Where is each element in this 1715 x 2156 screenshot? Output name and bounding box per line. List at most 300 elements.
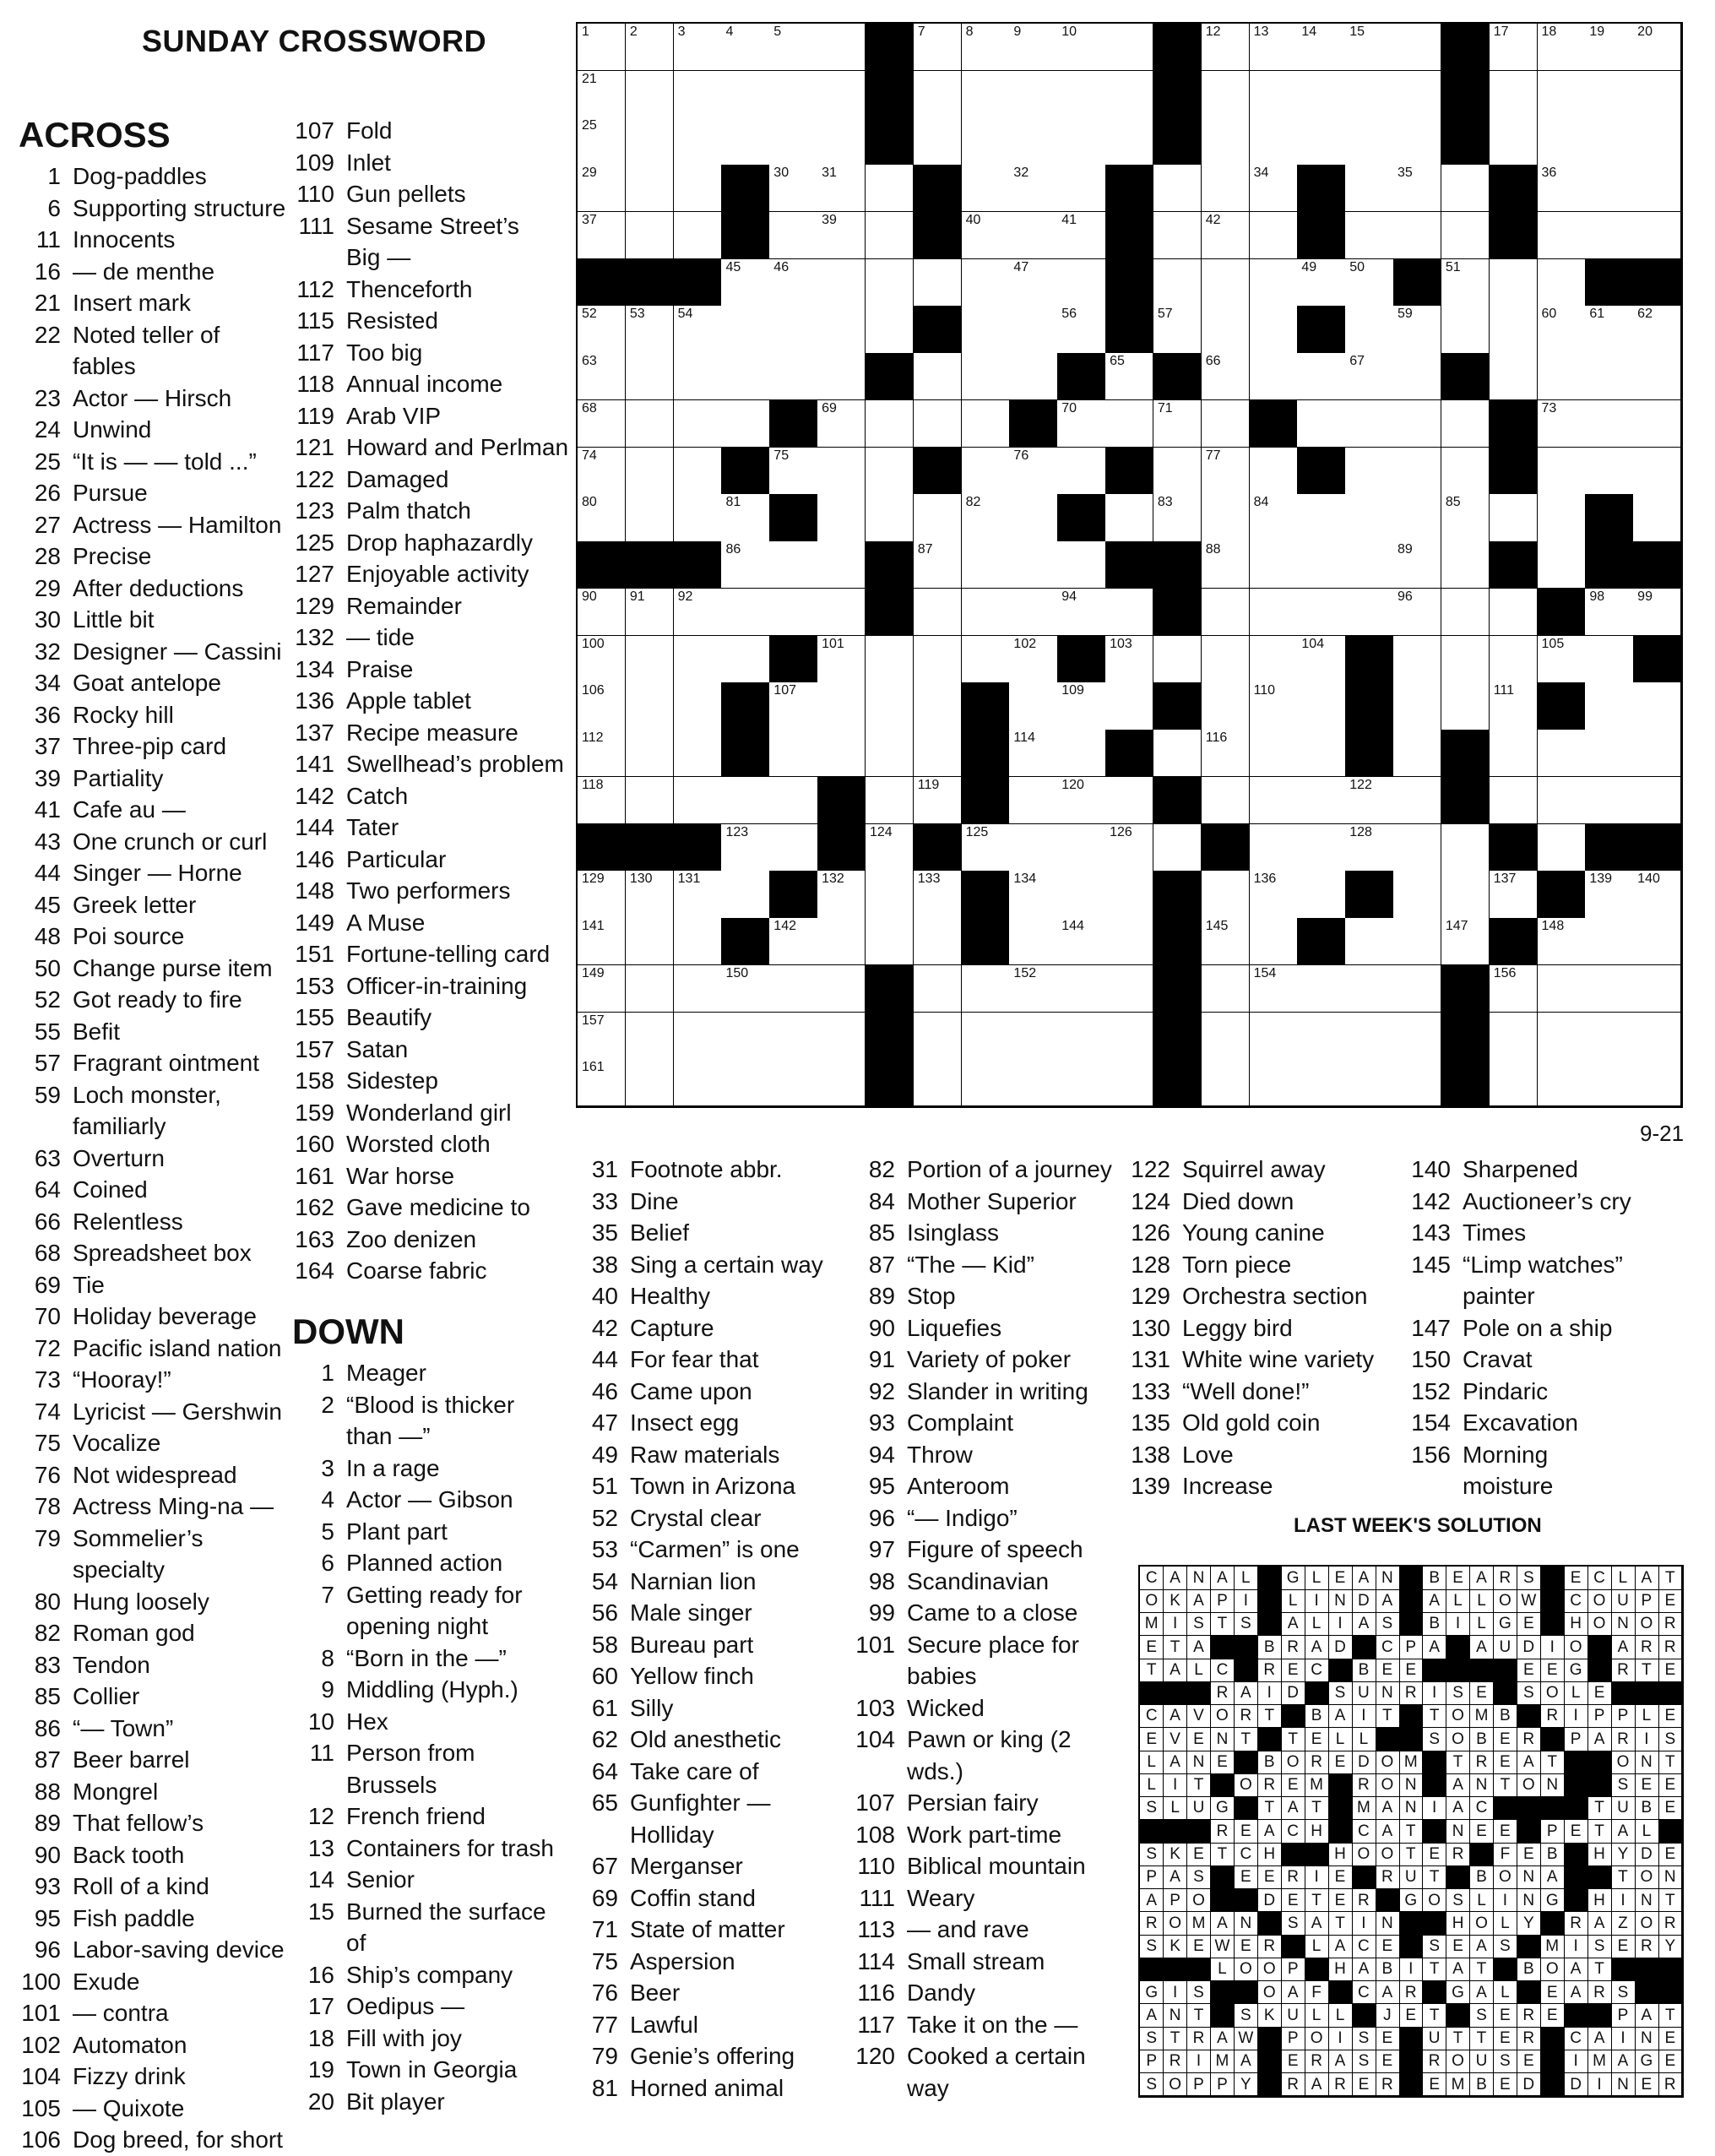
grid-cell[interactable] [1345, 1013, 1393, 1060]
grid-cell[interactable] [1202, 71, 1250, 118]
grid-cell[interactable] [1250, 777, 1298, 824]
grid-cell[interactable] [578, 730, 626, 777]
grid-cell[interactable] [1538, 400, 1586, 448]
grid-cell[interactable] [817, 541, 866, 589]
grid-cell[interactable] [1393, 777, 1441, 824]
grid-cell[interactable] [1250, 165, 1298, 212]
grid-cell[interactable] [1585, 730, 1633, 777]
grid-cell[interactable] [1538, 541, 1586, 589]
grid-cell[interactable] [1633, 1013, 1681, 1060]
grid-cell[interactable] [1057, 117, 1105, 165]
grid-cell[interactable] [626, 1013, 674, 1060]
grid-cell[interactable] [1057, 965, 1105, 1013]
grid-cell[interactable] [1345, 589, 1393, 636]
grid-cell[interactable] [1057, 871, 1105, 918]
grid-cell[interactable] [1393, 448, 1441, 495]
grid-cell[interactable] [1105, 1059, 1153, 1106]
grid-cell[interactable] [1490, 71, 1538, 118]
grid-cell[interactable] [817, 165, 866, 212]
grid-cell[interactable] [1202, 636, 1250, 683]
grid-cell[interactable] [1585, 117, 1633, 165]
grid-cell[interactable] [1393, 400, 1441, 448]
grid-cell[interactable] [817, 259, 866, 307]
grid-cell[interactable] [1202, 212, 1250, 259]
grid-cell[interactable] [866, 682, 914, 730]
grid-cell[interactable] [1585, 165, 1633, 212]
grid-cell[interactable] [1441, 165, 1490, 212]
grid-cell[interactable] [1057, 400, 1105, 448]
grid-cell[interactable] [769, 117, 817, 165]
grid-cell[interactable] [1490, 777, 1538, 824]
grid-cell[interactable] [817, 871, 866, 918]
grid-cell[interactable] [914, 541, 962, 589]
grid-cell[interactable] [1105, 1013, 1153, 1060]
grid-cell[interactable] [962, 1059, 1010, 1106]
grid-cell[interactable] [1009, 165, 1057, 212]
grid-cell[interactable] [674, 165, 722, 212]
grid-cell[interactable] [1202, 541, 1250, 589]
grid-cell[interactable] [1633, 165, 1681, 212]
grid-cell[interactable] [1297, 777, 1345, 824]
grid-cell[interactable] [578, 24, 626, 71]
grid-cell[interactable] [817, 589, 866, 636]
grid-cell[interactable] [1393, 730, 1441, 777]
grid-cell[interactable] [1585, 918, 1633, 965]
grid-cell[interactable] [721, 871, 769, 918]
grid-cell[interactable] [1585, 1013, 1633, 1060]
grid-cell[interactable] [578, 494, 626, 541]
grid-cell[interactable] [1250, 1059, 1298, 1106]
grid-cell[interactable] [721, 1059, 769, 1106]
grid-cell[interactable] [817, 448, 866, 495]
grid-cell[interactable] [769, 306, 817, 353]
grid-cell[interactable] [1202, 1013, 1250, 1060]
grid-cell[interactable] [1585, 400, 1633, 448]
grid-cell[interactable] [1202, 400, 1250, 448]
grid-cell[interactable] [817, 965, 866, 1013]
grid-cell[interactable] [962, 589, 1010, 636]
grid-cell[interactable] [914, 400, 962, 448]
grid-cell[interactable] [626, 965, 674, 1013]
grid-cell[interactable] [1393, 682, 1441, 730]
grid-cell[interactable] [769, 165, 817, 212]
grid-cell[interactable] [1633, 212, 1681, 259]
grid-cell[interactable] [817, 212, 866, 259]
grid-cell[interactable] [1250, 353, 1298, 400]
grid-cell[interactable] [1633, 777, 1681, 824]
grid-cell[interactable] [1250, 448, 1298, 495]
grid-cell[interactable] [1441, 259, 1490, 307]
grid-cell[interactable] [962, 494, 1010, 541]
grid-cell[interactable] [1441, 824, 1490, 872]
grid-cell[interactable] [1297, 965, 1345, 1013]
grid-cell[interactable] [1490, 1013, 1538, 1060]
grid-cell[interactable] [1297, 541, 1345, 589]
grid-cell[interactable] [674, 1013, 722, 1060]
grid-cell[interactable] [1297, 589, 1345, 636]
grid-cell[interactable] [674, 24, 722, 71]
grid-cell[interactable] [1297, 71, 1345, 118]
grid-cell[interactable] [769, 353, 817, 400]
grid-cell[interactable] [769, 1059, 817, 1106]
grid-cell[interactable] [1153, 165, 1202, 212]
grid-cell[interactable] [1345, 777, 1393, 824]
grid-cell[interactable] [1490, 353, 1538, 400]
grid-cell[interactable] [1490, 636, 1538, 683]
grid-cell[interactable] [914, 871, 962, 918]
grid-cell[interactable] [817, 730, 866, 777]
grid-cell[interactable] [1393, 494, 1441, 541]
grid-cell[interactable] [721, 541, 769, 589]
grid-cell[interactable] [1057, 24, 1105, 71]
grid-cell[interactable] [962, 448, 1010, 495]
grid-cell[interactable] [1585, 353, 1633, 400]
grid-cell[interactable] [1009, 589, 1057, 636]
grid-cell[interactable] [1057, 212, 1105, 259]
grid-cell[interactable] [1250, 541, 1298, 589]
grid-cell[interactable] [1202, 306, 1250, 353]
grid-cell[interactable] [962, 400, 1010, 448]
grid-cell[interactable] [1393, 1059, 1441, 1106]
grid-cell[interactable] [866, 306, 914, 353]
grid-cell[interactable] [1585, 777, 1633, 824]
grid-cell[interactable] [721, 400, 769, 448]
grid-cell[interactable] [578, 71, 626, 118]
grid-cell[interactable] [1345, 24, 1393, 71]
grid-cell[interactable] [1490, 965, 1538, 1013]
grid-cell[interactable] [626, 353, 674, 400]
grid-cell[interactable] [1585, 24, 1633, 71]
grid-cell[interactable] [1538, 117, 1586, 165]
grid-cell[interactable] [1202, 259, 1250, 307]
grid-cell[interactable] [1202, 353, 1250, 400]
grid-cell[interactable] [1441, 682, 1490, 730]
grid-cell[interactable] [817, 117, 866, 165]
grid-cell[interactable] [769, 682, 817, 730]
grid-cell[interactable] [1490, 306, 1538, 353]
grid-cell[interactable] [914, 730, 962, 777]
grid-cell[interactable] [674, 682, 722, 730]
grid-cell[interactable] [817, 306, 866, 353]
grid-cell[interactable] [578, 165, 626, 212]
grid-cell[interactable] [769, 589, 817, 636]
grid-cell[interactable] [578, 589, 626, 636]
grid-cell[interactable] [1009, 777, 1057, 824]
grid-cell[interactable] [1250, 212, 1298, 259]
grid-cell[interactable] [1202, 777, 1250, 824]
grid-cell[interactable] [1585, 1059, 1633, 1106]
grid-cell[interactable] [1009, 117, 1057, 165]
grid-cell[interactable] [866, 165, 914, 212]
grid-cell[interactable] [1057, 259, 1105, 307]
grid-cell[interactable] [674, 918, 722, 965]
grid-cell[interactable] [626, 165, 674, 212]
grid-cell[interactable] [1633, 400, 1681, 448]
grid-cell[interactable] [1250, 589, 1298, 636]
grid-cell[interactable] [1345, 824, 1393, 872]
grid-cell[interactable] [1105, 682, 1153, 730]
grid-cell[interactable] [1538, 918, 1586, 965]
grid-cell[interactable] [769, 71, 817, 118]
grid-cell[interactable] [1105, 636, 1153, 683]
grid-cell[interactable] [817, 1059, 866, 1106]
grid-cell[interactable] [1202, 494, 1250, 541]
grid-cell[interactable] [674, 589, 722, 636]
grid-cell[interactable] [1009, 871, 1057, 918]
grid-cell[interactable] [1250, 259, 1298, 307]
grid-cell[interactable] [817, 71, 866, 118]
grid-cell[interactable] [1538, 71, 1586, 118]
grid-cell[interactable] [1345, 965, 1393, 1013]
grid-cell[interactable] [1153, 494, 1202, 541]
grid-cell[interactable] [1585, 448, 1633, 495]
grid-cell[interactable] [1105, 71, 1153, 118]
grid-cell[interactable] [1393, 353, 1441, 400]
grid-cell[interactable] [962, 306, 1010, 353]
grid-cell[interactable] [1393, 306, 1441, 353]
grid-cell[interactable] [721, 259, 769, 307]
grid-cell[interactable] [578, 400, 626, 448]
grid-cell[interactable] [1057, 541, 1105, 589]
grid-cell[interactable] [1297, 1059, 1345, 1106]
grid-cell[interactable] [1393, 24, 1441, 71]
grid-cell[interactable] [769, 918, 817, 965]
grid-cell[interactable] [721, 777, 769, 824]
grid-cell[interactable] [1441, 400, 1490, 448]
grid-cell[interactable] [674, 117, 722, 165]
grid-cell[interactable] [1250, 24, 1298, 71]
grid-cell[interactable] [1633, 871, 1681, 918]
grid-cell[interactable] [1009, 730, 1057, 777]
grid-cell[interactable] [914, 494, 962, 541]
grid-cell[interactable] [1153, 306, 1202, 353]
grid-cell[interactable] [626, 730, 674, 777]
grid-cell[interactable] [1393, 71, 1441, 118]
grid-cell[interactable] [1441, 494, 1490, 541]
grid-cell[interactable] [1297, 400, 1345, 448]
grid-cell[interactable] [866, 400, 914, 448]
grid-cell[interactable] [1250, 636, 1298, 683]
grid-cell[interactable] [962, 24, 1010, 71]
grid-cell[interactable] [626, 682, 674, 730]
grid-cell[interactable] [1009, 1059, 1057, 1106]
grid-cell[interactable] [1538, 259, 1586, 307]
grid-cell[interactable] [866, 918, 914, 965]
grid-cell[interactable] [1538, 824, 1586, 872]
grid-cell[interactable] [721, 824, 769, 872]
grid-cell[interactable] [1250, 117, 1298, 165]
grid-cell[interactable] [1202, 165, 1250, 212]
grid-cell[interactable] [1585, 636, 1633, 683]
grid-cell[interactable] [1297, 117, 1345, 165]
grid-cell[interactable] [914, 636, 962, 683]
grid-cell[interactable] [1490, 589, 1538, 636]
grid-cell[interactable] [1490, 871, 1538, 918]
grid-cell[interactable] [914, 117, 962, 165]
grid-cell[interactable] [1585, 589, 1633, 636]
grid-cell[interactable] [1490, 494, 1538, 541]
grid-cell[interactable] [1105, 24, 1153, 71]
grid-cell[interactable] [769, 212, 817, 259]
grid-cell[interactable] [1057, 306, 1105, 353]
grid-cell[interactable] [962, 71, 1010, 118]
grid-cell[interactable] [1009, 636, 1057, 683]
grid-cell[interactable] [1633, 353, 1681, 400]
grid-cell[interactable] [1490, 1059, 1538, 1106]
grid-cell[interactable] [674, 306, 722, 353]
grid-cell[interactable] [1057, 589, 1105, 636]
grid-cell[interactable] [769, 541, 817, 589]
grid-cell[interactable] [1393, 589, 1441, 636]
grid-cell[interactable] [1105, 353, 1153, 400]
grid-cell[interactable] [626, 212, 674, 259]
grid-cell[interactable] [1202, 24, 1250, 71]
grid-cell[interactable] [578, 871, 626, 918]
grid-cell[interactable] [1393, 212, 1441, 259]
grid-cell[interactable] [1202, 448, 1250, 495]
grid-cell[interactable] [1538, 730, 1586, 777]
grid-cell[interactable] [1105, 777, 1153, 824]
grid-cell[interactable] [674, 730, 722, 777]
grid-cell[interactable] [769, 824, 817, 872]
grid-cell[interactable] [1153, 636, 1202, 683]
grid-cell[interactable] [1538, 306, 1586, 353]
grid-cell[interactable] [1585, 965, 1633, 1013]
grid-cell[interactable] [1105, 589, 1153, 636]
grid-cell[interactable] [769, 259, 817, 307]
grid-cell[interactable] [626, 24, 674, 71]
grid-cell[interactable] [962, 165, 1010, 212]
grid-cell[interactable] [1538, 965, 1586, 1013]
crossword-grid[interactable] [576, 22, 1683, 1108]
grid-cell[interactable] [578, 965, 626, 1013]
grid-cell[interactable] [721, 71, 769, 118]
grid-cell[interactable] [817, 400, 866, 448]
grid-cell[interactable] [674, 494, 722, 541]
grid-cell[interactable] [1009, 1013, 1057, 1060]
grid-cell[interactable] [962, 117, 1010, 165]
grid-cell[interactable] [1009, 259, 1057, 307]
grid-cell[interactable] [1490, 24, 1538, 71]
grid-cell[interactable] [578, 448, 626, 495]
grid-cell[interactable] [1153, 730, 1202, 777]
grid-cell[interactable] [769, 965, 817, 1013]
grid-cell[interactable] [1057, 1013, 1105, 1060]
grid-cell[interactable] [1441, 871, 1490, 918]
grid-cell[interactable] [1345, 165, 1393, 212]
grid-cell[interactable] [1057, 824, 1105, 872]
grid-cell[interactable] [1538, 636, 1586, 683]
grid-cell[interactable] [1250, 494, 1298, 541]
grid-cell[interactable] [1153, 824, 1202, 872]
grid-cell[interactable] [1585, 871, 1633, 918]
grid-cell[interactable] [1009, 494, 1057, 541]
grid-cell[interactable] [1538, 494, 1586, 541]
grid-cell[interactable] [1345, 918, 1393, 965]
grid-cell[interactable] [578, 636, 626, 683]
grid-cell[interactable] [674, 448, 722, 495]
grid-cell[interactable] [1585, 682, 1633, 730]
grid-cell[interactable] [1490, 259, 1538, 307]
grid-cell[interactable] [1633, 965, 1681, 1013]
grid-cell[interactable] [962, 353, 1010, 400]
grid-cell[interactable] [1297, 1013, 1345, 1060]
grid-cell[interactable] [866, 494, 914, 541]
grid-cell[interactable] [1009, 965, 1057, 1013]
grid-cell[interactable] [1202, 730, 1250, 777]
grid-cell[interactable] [674, 212, 722, 259]
grid-cell[interactable] [1393, 541, 1441, 589]
grid-cell[interactable] [1105, 117, 1153, 165]
grid-cell[interactable] [1057, 730, 1105, 777]
grid-cell[interactable] [1345, 117, 1393, 165]
grid-cell[interactable] [1202, 918, 1250, 965]
grid-cell[interactable] [817, 636, 866, 683]
grid-cell[interactable] [1633, 24, 1681, 71]
grid-cell[interactable] [769, 777, 817, 824]
grid-cell[interactable] [674, 636, 722, 683]
grid-cell[interactable] [817, 353, 866, 400]
grid-cell[interactable] [1538, 212, 1586, 259]
grid-cell[interactable] [1297, 730, 1345, 777]
grid-cell[interactable] [1538, 448, 1586, 495]
grid-cell[interactable] [1633, 306, 1681, 353]
grid-cell[interactable] [1441, 636, 1490, 683]
grid-cell[interactable] [1538, 1059, 1586, 1106]
grid-cell[interactable] [1250, 730, 1298, 777]
grid-cell[interactable] [626, 589, 674, 636]
grid-cell[interactable] [1057, 777, 1105, 824]
grid-cell[interactable] [1345, 306, 1393, 353]
grid-cell[interactable] [578, 1059, 626, 1106]
grid-cell[interactable] [914, 682, 962, 730]
grid-cell[interactable] [866, 871, 914, 918]
grid-cell[interactable] [1633, 589, 1681, 636]
grid-cell[interactable] [1009, 306, 1057, 353]
grid-cell[interactable] [578, 1013, 626, 1060]
grid-cell[interactable] [866, 824, 914, 872]
grid-cell[interactable] [1585, 212, 1633, 259]
grid-cell[interactable] [578, 918, 626, 965]
grid-cell[interactable] [1538, 1013, 1586, 1060]
grid-cell[interactable] [1202, 589, 1250, 636]
grid-cell[interactable] [866, 259, 914, 307]
grid-cell[interactable] [1393, 871, 1441, 918]
grid-cell[interactable] [1250, 306, 1298, 353]
grid-cell[interactable] [1009, 353, 1057, 400]
grid-cell[interactable] [721, 353, 769, 400]
grid-cell[interactable] [1297, 636, 1345, 683]
grid-cell[interactable] [866, 636, 914, 683]
grid-cell[interactable] [962, 1013, 1010, 1060]
grid-cell[interactable] [626, 306, 674, 353]
grid-cell[interactable] [769, 1013, 817, 1060]
grid-cell[interactable] [674, 71, 722, 118]
grid-cell[interactable] [1441, 589, 1490, 636]
grid-cell[interactable] [1250, 824, 1298, 872]
grid-cell[interactable] [674, 353, 722, 400]
grid-cell[interactable] [674, 871, 722, 918]
grid-cell[interactable] [1057, 71, 1105, 118]
grid-cell[interactable] [578, 212, 626, 259]
grid-cell[interactable] [674, 777, 722, 824]
grid-cell[interactable] [914, 1013, 962, 1060]
grid-cell[interactable] [866, 448, 914, 495]
grid-cell[interactable] [674, 400, 722, 448]
grid-cell[interactable] [721, 117, 769, 165]
grid-cell[interactable] [1585, 71, 1633, 118]
grid-cell[interactable] [721, 24, 769, 71]
